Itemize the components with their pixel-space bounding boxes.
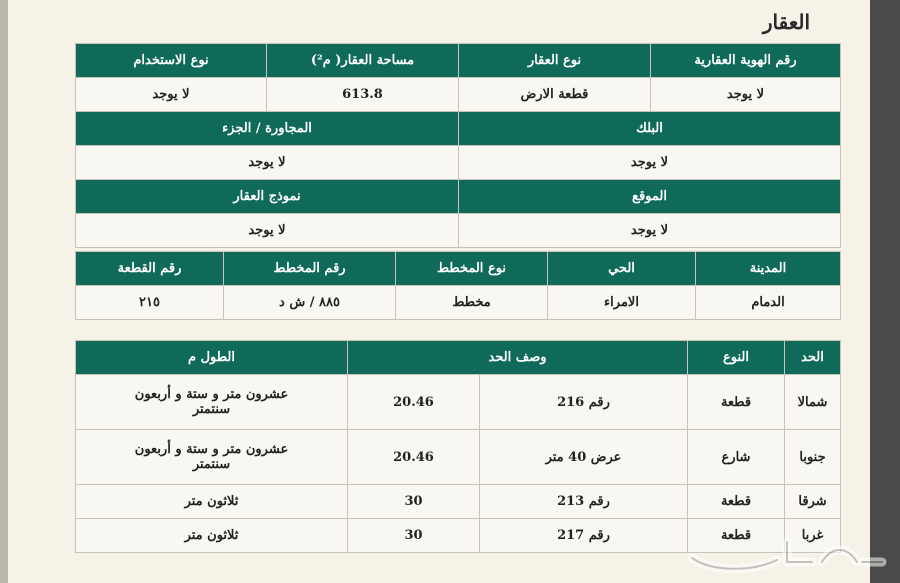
header-type: النوع (688, 341, 785, 375)
border-description: رقم 213 (480, 485, 688, 519)
header-description: وصف الحد (348, 341, 688, 375)
header-property-area: مساحة العقار( م²) (267, 44, 459, 78)
plan-table (75, 251, 841, 320)
table-row (76, 485, 841, 519)
header-block: البلك (459, 112, 841, 146)
value-plan-type: مخطط (396, 286, 548, 320)
header-property-type: نوع العقار (459, 44, 651, 78)
value-property-type: قطعة الارض (459, 78, 651, 112)
header-plan-number: رقم المخطط (224, 252, 396, 286)
borders-table (75, 340, 841, 553)
border-length-words: ثلاثون متر (76, 519, 348, 553)
table-row (76, 430, 841, 485)
border-type: قطعة (688, 485, 785, 519)
border-length: 30 (348, 519, 480, 553)
header-usage-type: نوع الاستخدام (76, 44, 267, 78)
value-plot-number: ٢١٥ (76, 286, 224, 320)
border-side: شرقا (785, 485, 841, 519)
border-length: 20.46 (348, 375, 480, 430)
header-model: نموذج العقار (76, 180, 459, 214)
value-block: لا يوجد (459, 146, 841, 180)
border-side: غربا (785, 519, 841, 553)
table-row (76, 375, 841, 430)
left-edge (0, 0, 8, 583)
border-length: 30 (348, 485, 480, 519)
property-table (75, 43, 841, 248)
header-location: الموقع (459, 180, 841, 214)
border-type: شارع (688, 430, 785, 485)
value-adjacent: لا يوجد (76, 146, 459, 180)
section-title: العقار (762, 10, 810, 34)
value-location: لا يوجد (459, 214, 841, 248)
header-length: الطول م (76, 341, 348, 375)
border-length: 20.46 (348, 430, 480, 485)
border-side: شمالا (785, 375, 841, 430)
value-usage-type: لا يوجد (76, 78, 267, 112)
value-property-area: 613.8 (267, 78, 459, 112)
value-plan-number: ٨٨٥ / ش د (224, 286, 396, 320)
value-model: لا يوجد (76, 214, 459, 248)
haraj-logo (682, 528, 892, 578)
border-length-words: ثلاثون متر (76, 485, 348, 519)
value-district: الامراء (548, 286, 696, 320)
header-district: الحي (548, 252, 696, 286)
header-side: الحد (785, 341, 841, 375)
border-side: جنوبا (785, 430, 841, 485)
header-city: المدينة (696, 252, 841, 286)
header-property-id: رقم الهوية العقارية (651, 44, 841, 78)
header-adjacent: المجاورة / الجزء (76, 112, 459, 146)
right-edge (870, 0, 900, 583)
border-type: قطعة (688, 519, 785, 553)
header-plot-number: رقم القطعة (76, 252, 224, 286)
border-description: رقم 217 (480, 519, 688, 553)
value-property-id: لا يوجد (651, 78, 841, 112)
border-description: رقم 216 (480, 375, 688, 430)
border-length-words: عشرون متر و ستة و أربعون سنتمتر (76, 375, 348, 430)
value-city: الدمام (696, 286, 841, 320)
border-description: عرض 40 متر (480, 430, 688, 485)
border-type: قطعة (688, 375, 785, 430)
border-length-words: عشرون متر و ستة و أربعون سنتمتر (76, 430, 348, 485)
header-plan-type: نوع المخطط (396, 252, 548, 286)
